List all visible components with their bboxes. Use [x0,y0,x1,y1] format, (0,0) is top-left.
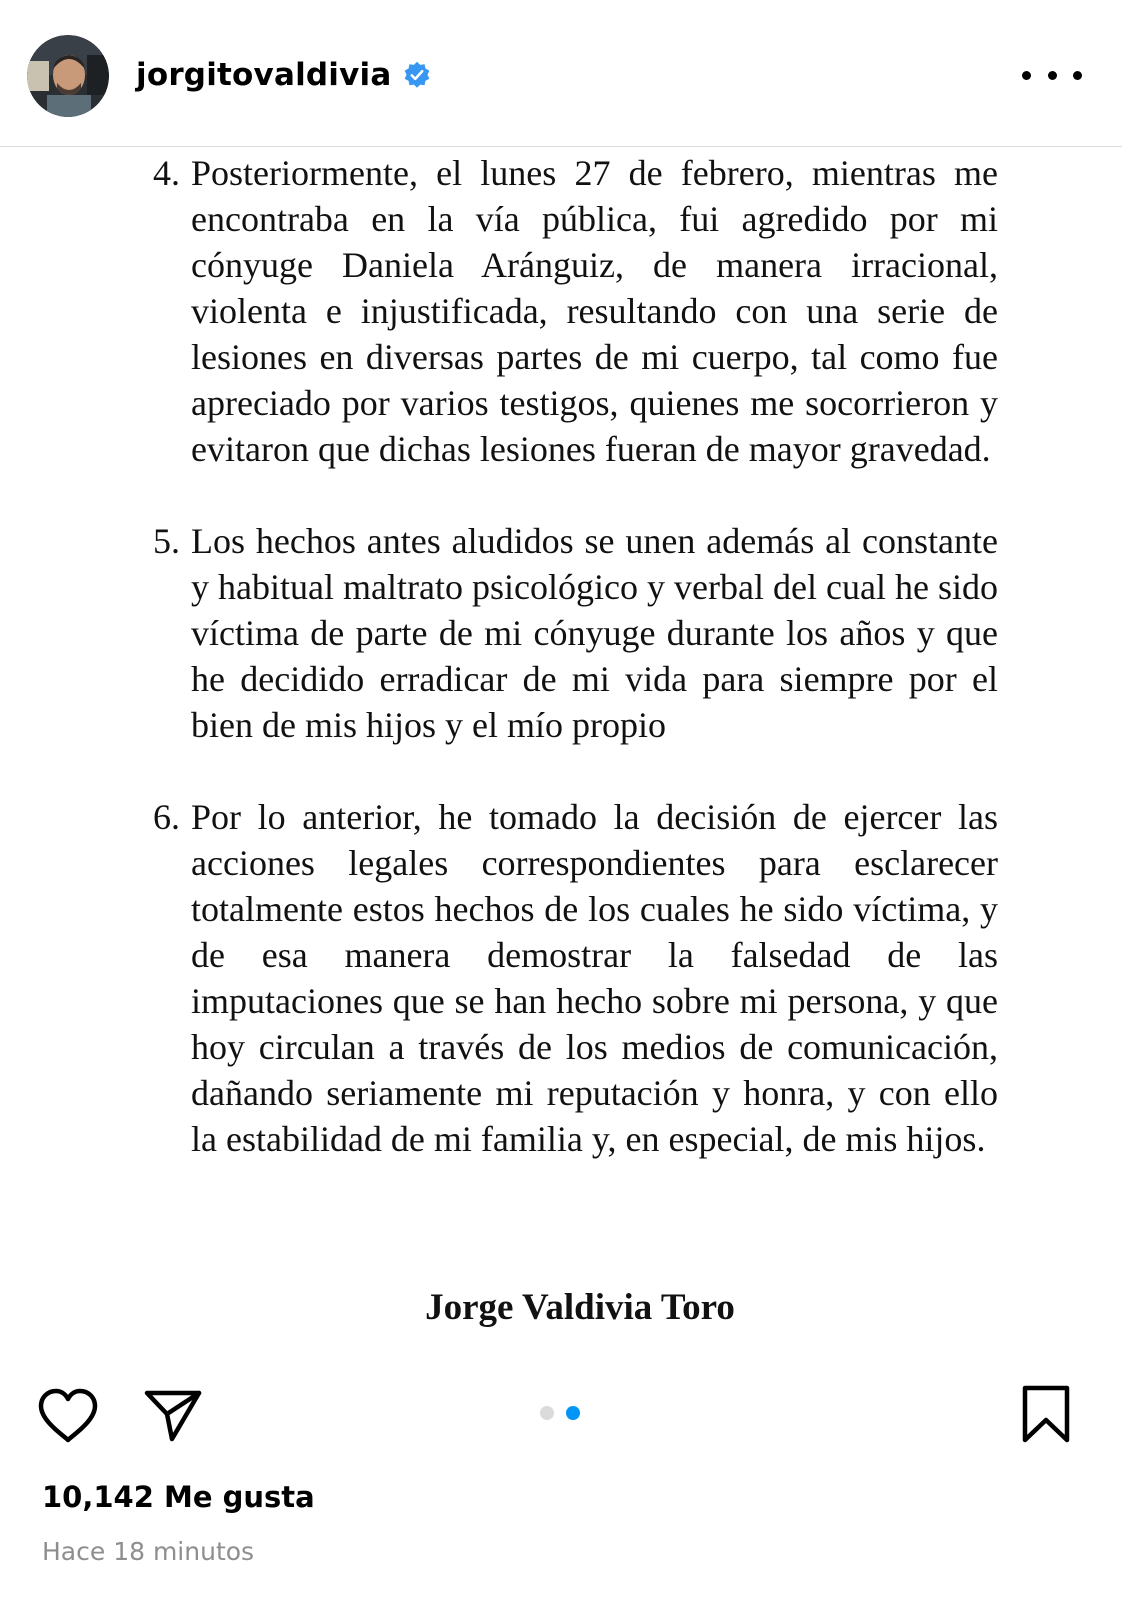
post-image-document [0,148,1122,1358]
carousel-dot-active[interactable] [566,1406,580,1420]
bookmark-icon[interactable] [1020,1384,1072,1444]
avatar[interactable] [27,35,109,117]
document-item [153,150,998,472]
item-text: Los hechos antes aludidos se unen además al constante y habitual maltrato psicológico y verbal del cual he sido víctima de parte de mi cónyuge durante los años y que he decidido erradicar de mi vida para siempre por el bien de mis hijos y el mío propio [191,521,998,745]
item-number: 4. [153,153,180,193]
item-text: Por lo anterior, he tomado la decisión de ejercer las acciones legales correspondientes para esclarecer totalmente estos hechos de los cuales he sido víctima, y de esa manera demostrar la falsedad de las imputaciones que se han hecho sobre mi persona, y que hoy circulan a través de los medios de comunicación, dañando seriamente mi reputación y honra, y con ello la estabilidad de mi familia y, en especial, de mis hijos. [191,797,998,1159]
document-item [153,518,998,748]
signature: Jorge Valdivia Toro [425,1287,735,1328]
post-timestamp: Hace 18 minutos [42,1537,255,1566]
carousel-dot[interactable] [540,1406,554,1420]
carousel-indicator [540,1406,580,1420]
document-item [153,794,998,1162]
verified-badge-icon [403,61,431,89]
avatar-image [27,35,109,117]
item-number: 5. [153,521,180,561]
post-header [0,0,1122,147]
item-text: Posteriormente, el lunes 27 de febrero, mientras me encontraba en la vía pública, fui agredido por mi cónyuge Daniela Aránguiz, de manera irracional, violenta e injustificada, resultando con una serie de lesiones en diversas partes de mi cuerpo, tal como fue apreciado por varios testigos, quienes me socorrieron y evitaron que dichas lesiones fueran de mayor gravedad. [191,153,998,469]
heart-icon[interactable] [37,1388,99,1444]
likes-count[interactable]: 10,142 Me gusta [42,1480,315,1514]
more-options-icon[interactable] [1022,63,1082,87]
action-bar [0,1380,1122,1450]
username-row [136,53,431,97]
username[interactable]: jorgitovaldivia [136,57,392,93]
item-number: 6. [153,797,180,837]
send-icon[interactable] [143,1388,203,1444]
